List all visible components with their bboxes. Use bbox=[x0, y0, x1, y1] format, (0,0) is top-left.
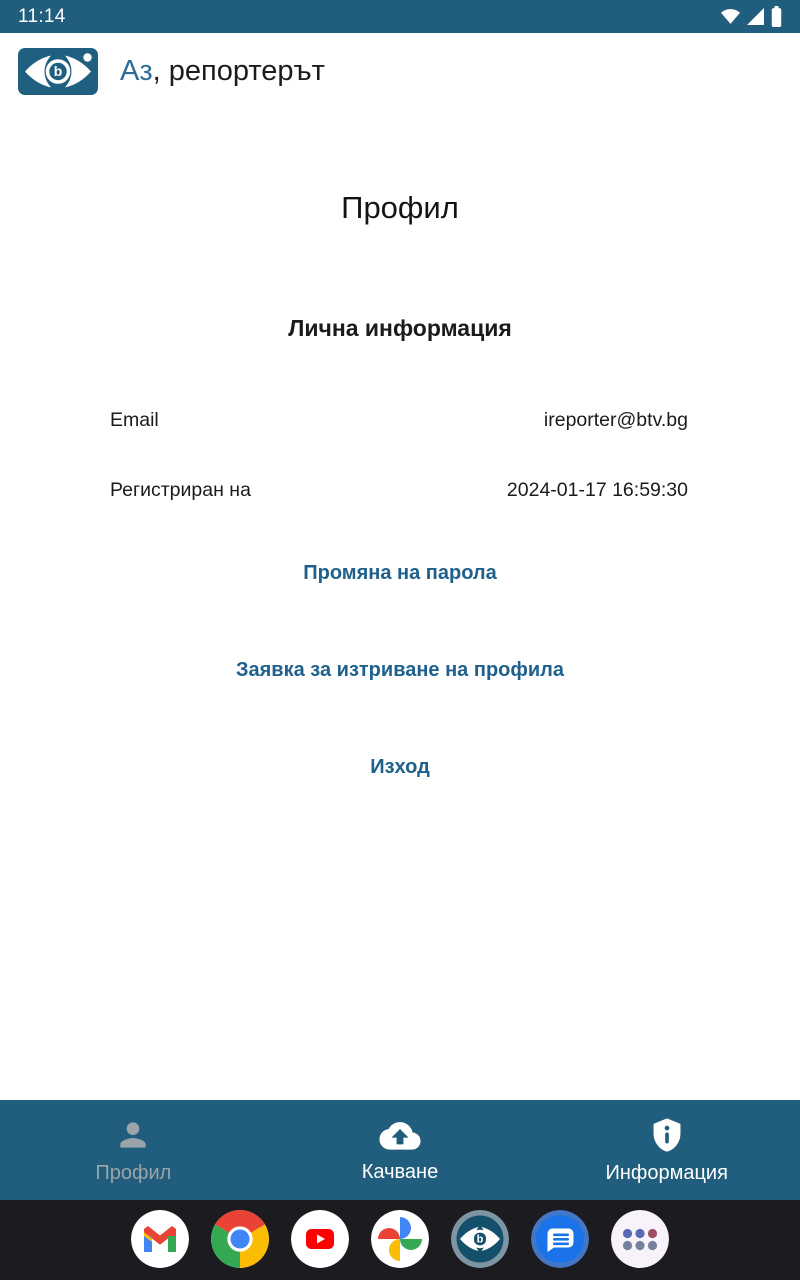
registered-label: Регистриран на bbox=[110, 479, 251, 501]
shield-info-icon bbox=[648, 1116, 686, 1154]
registered-value: 2024-01-17 16:59:30 bbox=[506, 479, 688, 501]
change-password-link[interactable]: Промяна на парола bbox=[303, 562, 497, 584]
tab-upload-label: Качване bbox=[361, 1161, 439, 1183]
status-bar bbox=[0, 0, 800, 33]
btv-app-icon[interactable] bbox=[451, 1210, 509, 1268]
tab-profile-label: Профил bbox=[95, 1162, 172, 1184]
app-title-rest: , репортерът bbox=[152, 55, 325, 87]
cloud-upload-icon bbox=[377, 1117, 423, 1153]
field-row-registered bbox=[110, 478, 688, 502]
tab-profile[interactable] bbox=[0, 1100, 267, 1200]
svg-text:b: b bbox=[53, 63, 63, 80]
profile-fields bbox=[110, 408, 688, 502]
app-header bbox=[0, 33, 800, 110]
chrome-icon[interactable] bbox=[211, 1210, 269, 1268]
svg-text:b: b bbox=[476, 1233, 484, 1246]
wifi-icon bbox=[721, 9, 740, 24]
section-title: Лична информация bbox=[288, 315, 512, 341]
signal-icon bbox=[747, 8, 764, 25]
messages-icon[interactable] bbox=[531, 1210, 589, 1268]
tab-upload[interactable] bbox=[267, 1100, 534, 1200]
app-drawer-icon[interactable] bbox=[611, 1210, 669, 1268]
android-dock bbox=[0, 1200, 800, 1280]
app-title bbox=[120, 55, 325, 88]
btv-logo-icon bbox=[18, 48, 98, 95]
logout-link[interactable]: Изход bbox=[370, 756, 430, 778]
youtube-icon[interactable] bbox=[291, 1210, 349, 1268]
bottom-nav bbox=[0, 1100, 800, 1200]
battery-icon bbox=[771, 6, 782, 27]
email-value: ireporter@btv.bg bbox=[543, 409, 688, 431]
field-row-email bbox=[110, 408, 688, 432]
tab-information-label: Информация bbox=[605, 1162, 728, 1184]
clock: 11:14 bbox=[18, 5, 66, 27]
gmail-icon[interactable] bbox=[131, 1210, 189, 1268]
profile-actions bbox=[0, 561, 800, 779]
app-title-accent: Аз bbox=[120, 55, 153, 87]
page-title: Профил bbox=[341, 190, 459, 225]
status-icons bbox=[721, 6, 782, 27]
email-label: Email bbox=[110, 409, 159, 431]
tab-information[interactable] bbox=[533, 1100, 800, 1200]
person-icon bbox=[114, 1116, 152, 1154]
google-photos-icon[interactable] bbox=[371, 1210, 429, 1268]
delete-profile-request-link[interactable]: Заявка за изтриване на профила bbox=[235, 659, 565, 681]
